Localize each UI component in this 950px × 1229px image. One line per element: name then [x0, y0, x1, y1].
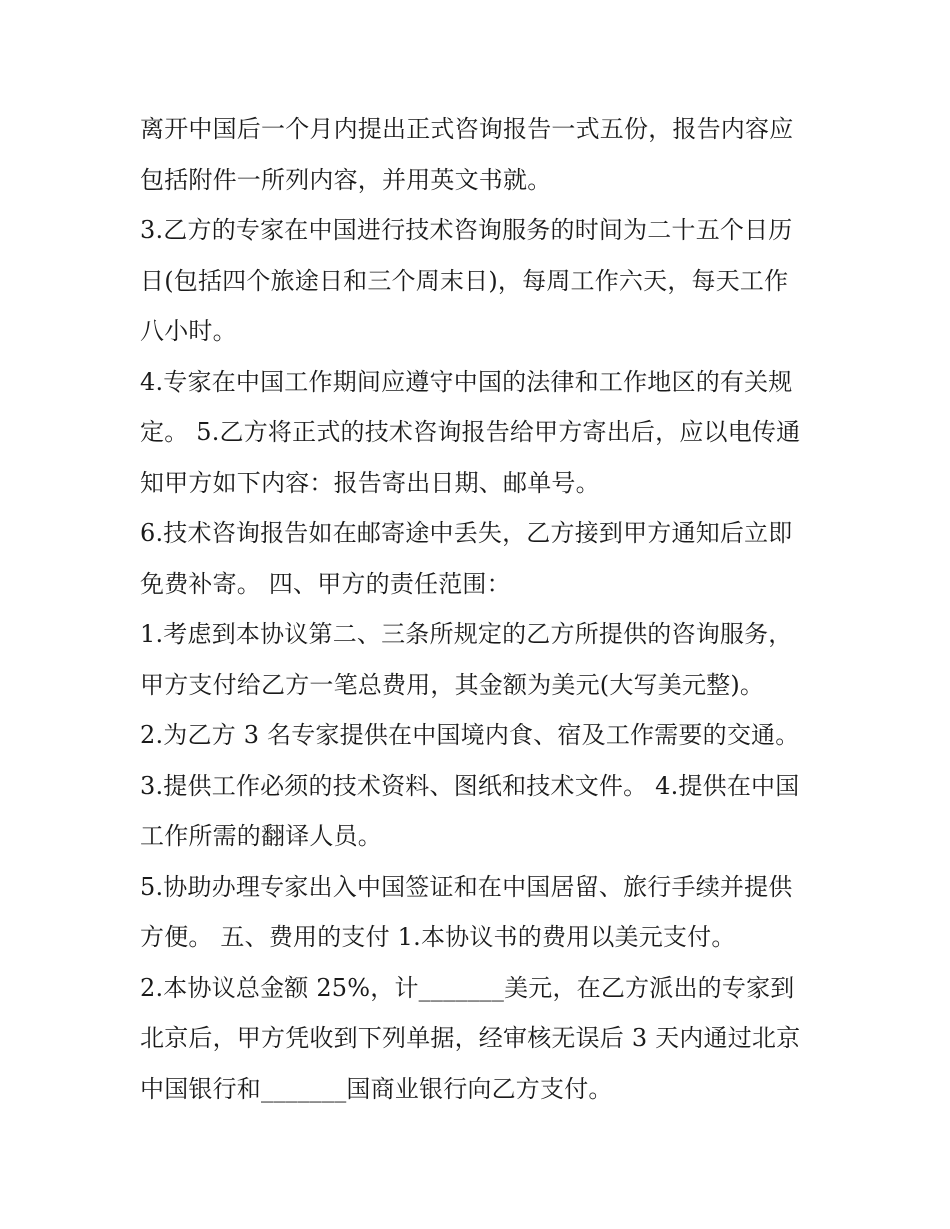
text-line: 4.专家在中国工作期间应遵守中国的法律和工作地区的有关规 [140, 367, 793, 396]
text-line: 6.技术咨询报告如在邮寄途中丢失，乙方接到甲方通知后立即 [140, 519, 793, 547]
text-line: 3.提供工作必须的技术资料、图纸和技术文件。 4.提供在中国 [140, 771, 800, 800]
text-line: 北京后，甲方凭收到下列单据，经审核无误后 3 天内通过北京 [140, 1024, 801, 1052]
text-line: 2.本协议总金额 25%，计_______美元，在乙方派出的专家到 [140, 973, 795, 1002]
text-line: 甲方支付给乙方一笔总费用，其金额为美元(大写美元整)。 [140, 670, 765, 699]
text-line: 离开中国后一个月内提出正式咨询报告一式五份，报告内容应 [140, 115, 794, 143]
text-line: 免费补寄。 四、甲方的责任范围： [140, 569, 511, 598]
text-line: 5.协助办理专家出入中国签证和在中国居留、旅行手续并提供 [140, 872, 793, 901]
text-line: 工作所需的翻译人员。 [140, 822, 382, 850]
text-line: 知甲方如下内容：报告寄出日期、邮单号。 [140, 468, 600, 497]
text-line: 定。 5.乙方将正式的技术咨询报告给甲方寄出后，应以电传通 [140, 418, 801, 446]
text-line: 八小时。 [140, 317, 237, 345]
text-line: 包括附件一所列内容，并用英文书就。 [140, 165, 552, 194]
text-line: 1.考虑到本协议第二、三条所规定的乙方所提供的咨询服务， [140, 620, 793, 648]
text-line: 中国银行和_______国商业银行向乙方支付。 [140, 1074, 613, 1103]
document-body [140, 104, 820, 1114]
text-line: 方便。 五、费用的支付 1.本协议书的费用以美元支付。 [140, 923, 736, 951]
text-line: 日(包括四个旅途日和三个周末日)，每周工作六天，每天工作 [140, 266, 789, 295]
text-line: 3.乙方的专家在中国进行技术咨询服务的时间为二十五个日历 [140, 216, 793, 244]
text-line: 2.为乙方 3 名专家提供在中国境内食、宿及工作需要的交通。 [140, 721, 800, 749]
